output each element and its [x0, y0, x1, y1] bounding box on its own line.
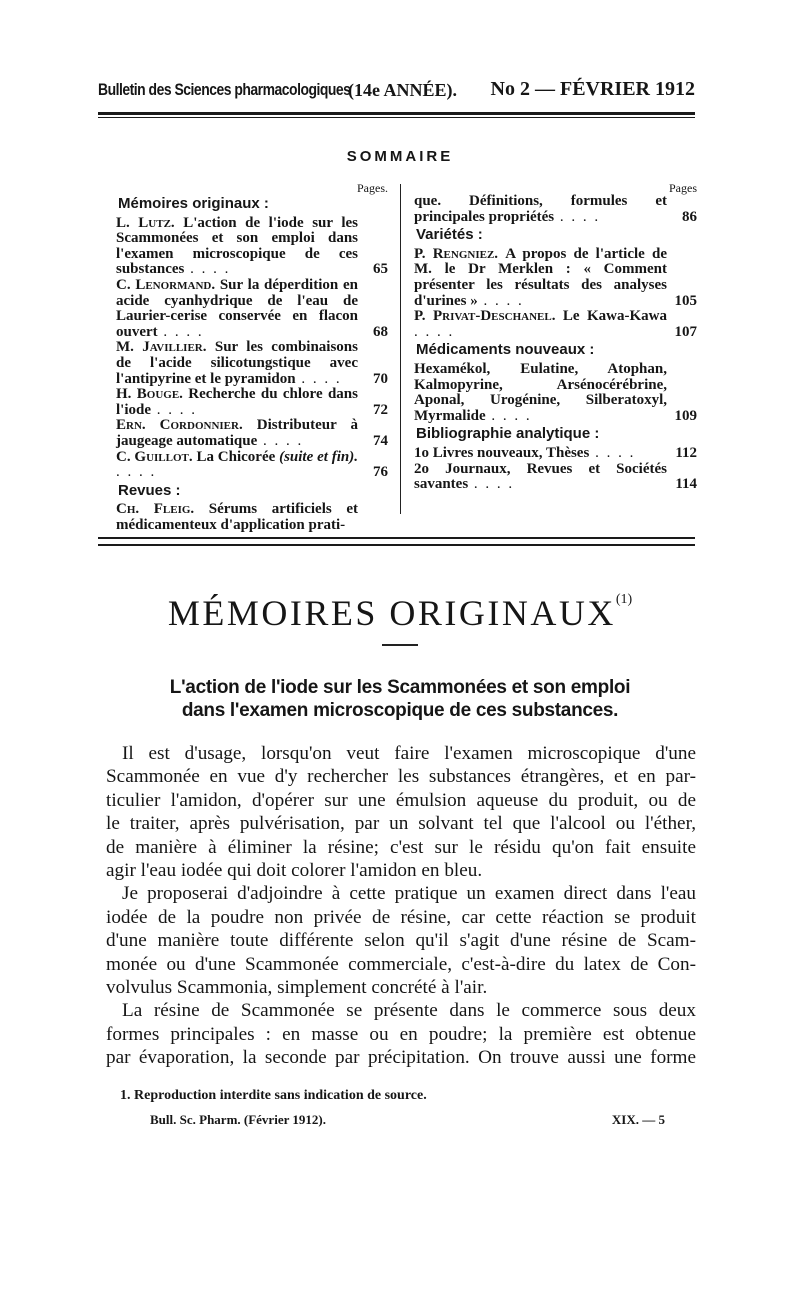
entry-title: que. Définitions, formules et principales propriétés	[414, 193, 667, 225]
sommaire-title: SOMMAIRE	[346, 148, 454, 165]
header-rule	[98, 112, 695, 115]
sommaire-entry: 2o Journaux, Revues et Sociétés savantes . . . . 114	[414, 460, 697, 493]
journal-title: Bulletin des Sciences pharmacologiques	[98, 80, 351, 99]
sommaire-section-heading: Mémoires originaux :	[118, 195, 269, 212]
entry-author: C. Guillot.	[116, 448, 197, 465]
sommaire-section-heading: Médicaments nouveaux :	[416, 341, 595, 359]
entry-author: L. Lutz.	[116, 214, 184, 231]
entry-author: C. Lenormand.	[116, 276, 220, 293]
sommaire-left-column	[116, 182, 388, 533]
entry-title: Sur les combinaisons de l'acide silicotungstique avec l'antipyrine et le pyramidon	[116, 339, 358, 387]
article-title: L'action de l'iode sur les Scammonées et son emploi dans l'examen microscopique de ces substances.	[169, 677, 631, 721]
entry-title: Sur la déperdition en acide cyanhydrique de l'eau de Laurier-cerise conservée en flacon ouvert	[116, 276, 358, 340]
entry-author: H. Bouge.	[116, 386, 189, 403]
body-line: Je proposerai d'adjoindre à cette pratique un examen direct dans l'eau	[122, 883, 696, 905]
entry-author: P. Privat-Deschanel.	[414, 308, 563, 325]
entry-page-number: 72	[373, 401, 388, 418]
sommaire-entry: Ern. Cordonnier. Distributeur à jaugeage automatique . . . . 74	[116, 417, 388, 449]
title-rule	[382, 644, 418, 646]
entry-page-number: 76	[373, 464, 388, 481]
entry-title: Distributeur à jaugeage automatique	[116, 417, 358, 449]
header-rule-thin	[98, 117, 695, 118]
body-line: par évaporation, la seconde par précipitation. On trouve aussi une forme	[106, 1047, 696, 1069]
footer-citation: Bull. Sc. Pharm. (Février 1912).	[150, 1112, 326, 1127]
article-body	[106, 742, 696, 1070]
entry-title: L'action de l'iode sur les Scammonées et son emploi dans l'examen microscopique de ces substances	[116, 214, 358, 278]
sommaire-entry: 1o Livres nouveaux, Thèses . . . . 112	[414, 444, 697, 461]
footnote-marker: (1)	[615, 592, 633, 607]
entry-author: Ch. Fleig.	[116, 501, 209, 518]
entry-title: A propos de l'article de M. le Dr Merklen : « Comment présenter les résultats des analyses d'urines »	[414, 245, 667, 309]
entry-page-number: 105	[674, 292, 697, 309]
entry-title: 2o Journaux, Revues et Sociétés savantes	[414, 460, 667, 493]
body-line: formes principales : en masse ou en poudre; la première est obtenue	[106, 1023, 696, 1045]
sommaire-section-heading: Revues :	[118, 481, 181, 499]
body-line: volvulus Scammonia, simplement concrété à l'air.	[106, 977, 488, 999]
entry-page-number: 109	[674, 407, 697, 424]
entry-page-number: 107	[674, 323, 697, 340]
entry-title: Le Kawa-Kawa	[562, 308, 667, 325]
body-line: La résine de Scammonée se présente dans le commerce sous deux	[122, 1000, 696, 1022]
entry-title: Hexamékol, Eulatine, Atophan, Kalmopyrine, Arsénocérébrine, Aponal, Urogénine, Silberatoxyl, Myrmalide	[414, 360, 667, 424]
entry-page-number: 68	[373, 323, 388, 340]
body-line: le traiter, après pulvérisation, par un solvant tel que l'alcool ou l'éther,	[106, 813, 696, 835]
entry-page-number: 86	[682, 208, 697, 225]
year-label: (14e ANNÉE).	[348, 80, 457, 100]
pages-label-right: Pages	[669, 181, 697, 195]
sommaire-entry: C. Lenormand. Sur la déperdition en acide cyanhydrique de l'eau de Laurier-cerise conservée en flacon ouvert . . . . 68	[116, 276, 388, 340]
entry-page-number: 70	[373, 370, 388, 387]
section-double-rule-lower	[98, 544, 695, 546]
entry-title: Recherche du chlore dans l'iode	[116, 386, 358, 418]
sommaire-section-heading: Bibliographie analytique :	[416, 425, 600, 443]
entry-title: 1o Livres nouveaux, Thèses	[414, 444, 590, 461]
sommaire-entry: Hexamékol, Eulatine, Atophan, Kalmopyrine, Arsénocérébrine, Aponal, Urogénine, Silberatoxyl, Myrmalide . . . . 109	[414, 360, 697, 424]
section-title: MÉMOIRES ORIGINAUX$^{(1)}$	[167, 592, 633, 633]
entry-author: P. Rengniez.	[414, 245, 506, 262]
entry-title: La Chicorée	[196, 448, 276, 465]
body-line: d'une manière toute différente selon qu'il s'agit d'une résine de Scam-	[106, 930, 696, 952]
section-double-rule	[98, 537, 695, 539]
sommaire-entry: L. Lutz. L'action de l'iode sur les Scammonées et son emploi dans l'examen microscopique de ces substances . . . . 65	[116, 214, 388, 278]
entry-page-number: 114	[675, 476, 697, 493]
sommaire-entry: P. Privat-Deschanel. Le Kawa-Kawa . . . . 107	[414, 308, 697, 340]
body-line: monée ou d'une Scammonée commerciale, c'est-à-dire du latex de Con-	[106, 953, 696, 975]
entry-author: M. Javillier.	[116, 339, 215, 356]
sommaire-right-column	[414, 182, 697, 493]
body-line: Scammonée en vue d'y rechercher les substances étrangères, et en par-	[106, 766, 696, 788]
pages-label: Pages.	[357, 181, 388, 195]
entry-page-number: 65	[373, 261, 388, 278]
sommaire-section-heading: Variétés :	[416, 226, 483, 244]
sommaire-entry: M. Javillier. Sur les combinaisons de l'acide silicotungstique avec l'antipyrine et le pyramidon . . . . 70	[116, 339, 388, 387]
body-line: agir l'eau iodée qui doit colorer l'amidon en bleu.	[106, 860, 483, 882]
footnote: 1. Reproduction interdite sans indication de source.	[120, 1088, 427, 1103]
body-line: ticulier l'amidon, d'opérer sur une émulsion aqueuse du produit, ou de	[106, 789, 696, 811]
sommaire-entry: P. Rengniez. A propos de l'article de M. le Dr Merklen : « Comment présenter les résultats des analyses d'urines » . . . . 105	[414, 245, 697, 309]
issue-label: No 2 — FÉVRIER 1912	[490, 78, 695, 100]
column-separator	[400, 184, 401, 514]
entry-author: Ern. Cordonnier.	[116, 417, 257, 434]
sommaire-entry: H. Bouge. Recherche du chlore dans l'iode . . . . 72	[116, 386, 388, 418]
sommaire-entry: C. Guillot. La Chicorée (suite et fin). . . . . 76	[116, 448, 388, 481]
body-line: iodée de la poudre non privée de résine, car cette réaction se produit	[106, 906, 696, 928]
entry-page-number: 74	[373, 432, 388, 449]
body-line: Il est d'usage, lorsqu'on veut faire l'examen microscopique d'une	[122, 743, 696, 764]
sommaire-entry: que. Définitions, formules et principales propriétés . . . . 86	[414, 193, 697, 225]
body-line: de manière à éliminer la résine; c'est sur le résidu qu'on fait ensuite	[106, 836, 696, 858]
entry-page-number: 112	[675, 444, 697, 461]
footer-page: XIX. — 5	[611, 1112, 665, 1127]
entry-note: (suite et fin).	[275, 448, 358, 465]
running-header	[98, 78, 695, 104]
entry-title: Sérums artificiels et médicamenteux d'application prati-	[116, 501, 358, 533]
sommaire-entry	[116, 502, 388, 533]
